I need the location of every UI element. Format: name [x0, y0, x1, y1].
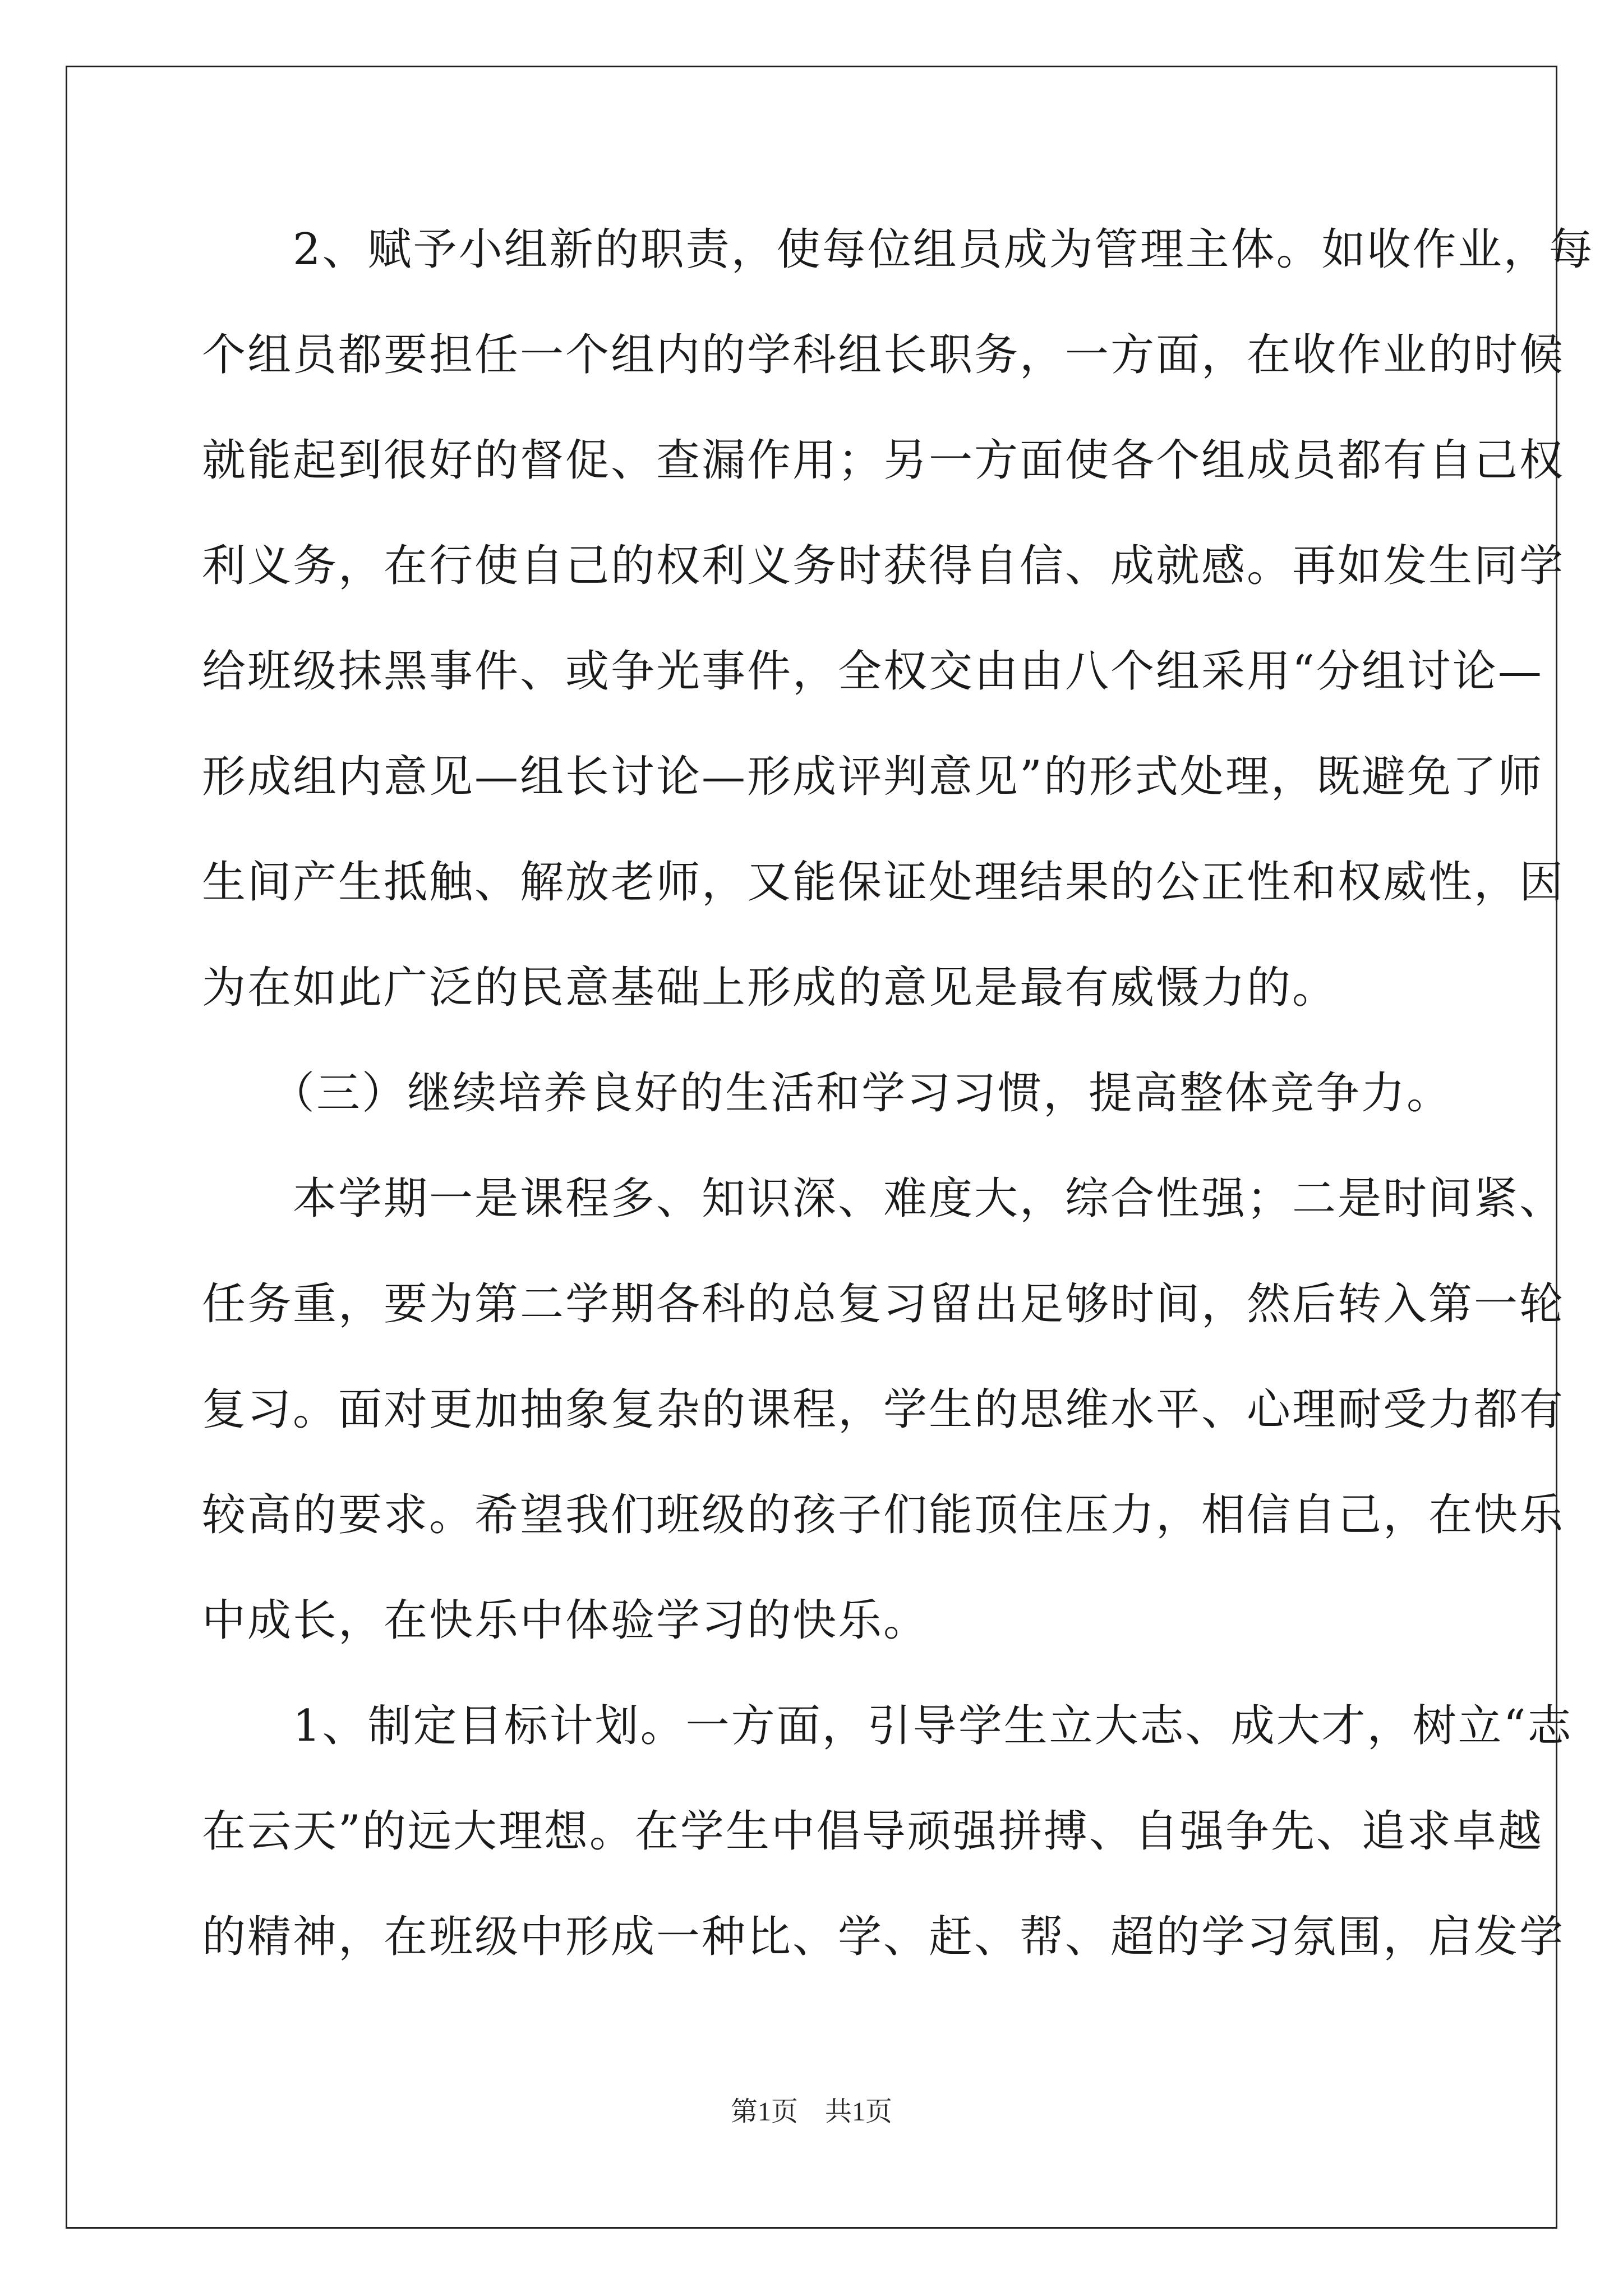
text-line: 在云天”的远大理想。在学生中倡导顽强拼搏、自强争先、追求卓越	[202, 1806, 1543, 1857]
text-line: 利义务，在行使自己的权利义务时获得自信、成就感。再如发生同学	[202, 541, 1565, 591]
text-line: 为在如此广泛的民意基础上形成的意见是最有威慑力的。	[202, 963, 1338, 1013]
text-line: 任务重，要为第二学期各科的总复习留出足够时间，然后转入第一轮	[202, 1279, 1565, 1329]
text-line: 形成组内意见—组长讨论—形成评判意见”的形式处理，既避免了师	[202, 752, 1543, 802]
text-line: 就能起到很好的督促、查漏作用；另一方面使各个组成员都有自己权	[202, 435, 1565, 486]
text-line: 1、制定目标计划。一方面，引导学生立大志、成大才，树立“志	[202, 1701, 1573, 1751]
page-border	[66, 66, 1594, 2229]
text-line: 的精神，在班级中形成一种比、学、赶、帮、超的学习氛围，启发学	[202, 1912, 1565, 1962]
text-line: 2、赋予小组新的职责，使每位组员成为管理主体。如收作业，每	[202, 224, 1594, 275]
text-line: 中成长，在快乐中体验学习的快乐。	[202, 1595, 929, 1646]
text-line: 给班级抹黑事件、或争光事件，全权交由由八个组采用“分组讨论—	[202, 646, 1543, 697]
page-number-label: 第1页 共1页	[730, 2097, 892, 2127]
section-heading: （三）继续培养良好的生活和学习习惯，提高整体竞争力。	[202, 1068, 1453, 1119]
text-line: 生间产生抵触、解放老师，又能保证处理结果的公正性和权威性，因	[202, 857, 1565, 908]
page-footer	[0, 2095, 1623, 2129]
text-line: 复习。面对更加抽象复杂的课程，学生的思维水平、心理耐受力都有	[202, 1384, 1565, 1435]
text-line: 本学期一是课程多、知识深、难度大，综合性强；二是时间紧、	[202, 1174, 1565, 1224]
text-line: 较高的要求。希望我们班级的孩子们能顶住压力，相信自己，在快乐	[202, 1490, 1565, 1540]
text-line: 个组员都要担任一个组内的学科组长职务，一方面，在收作业的时候	[202, 330, 1565, 380]
